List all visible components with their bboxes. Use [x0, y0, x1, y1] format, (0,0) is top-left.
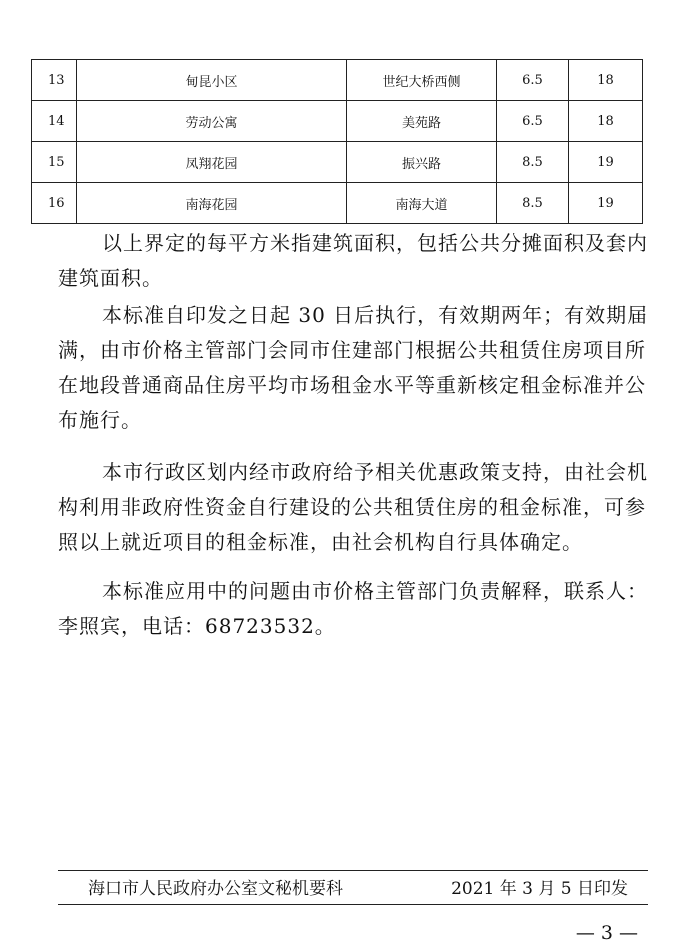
- cell-rent: 19: [569, 142, 643, 183]
- footer-top-rule: [58, 870, 648, 871]
- paragraph-line: 照以上就近项目的租金标准，由社会机构自行具体确定。: [58, 530, 583, 554]
- paragraph-social-institutions: [58, 455, 648, 560]
- cell-rate: 6.5: [497, 60, 569, 101]
- table-row: [32, 183, 643, 224]
- paragraph-line: 李照宾，电话：68723532。: [58, 614, 336, 638]
- cell-rate: 8.5: [497, 183, 569, 224]
- cell-project-name: 甸昆小区: [77, 60, 347, 101]
- paragraph-line: 本标准应用中的问题由市价格主管部门负责解释，联系人：: [102, 579, 648, 603]
- paragraph-line: 以上界定的每平方米指建筑面积，包括公共分摊面积及套内: [102, 231, 648, 255]
- cell-number: 13: [32, 60, 77, 101]
- paragraph-line: 布施行。: [58, 408, 142, 432]
- paragraph-line: 本市行政区划内经市政府给予相关优惠政策支持，由社会机: [102, 460, 648, 484]
- paragraph-line: 构利用非政府性资金自行建设的公共租赁住房的租金标准，可参: [58, 495, 646, 519]
- paragraph-interpretation: [58, 574, 648, 644]
- table-row: [32, 101, 643, 142]
- cell-rent: 19: [569, 183, 643, 224]
- cell-location: 振兴路: [347, 142, 497, 183]
- cell-project-name: 南海花园: [77, 183, 347, 224]
- cell-rate: 8.5: [497, 142, 569, 183]
- cell-project-name: 劳动公寓: [77, 101, 347, 142]
- cell-number: 16: [32, 183, 77, 224]
- page-number: — 3 —: [575, 922, 638, 944]
- rent-standard-table: [31, 59, 643, 224]
- paragraph-line: 建筑面积。: [58, 266, 163, 290]
- footer-bottom-rule: [58, 904, 648, 905]
- issuance-footer: [58, 872, 648, 898]
- issuer-name: 海口市人民政府办公室文秘机要科: [88, 879, 343, 899]
- table-row: [32, 142, 643, 183]
- cell-project-name: 凤翔花园: [77, 142, 347, 183]
- paragraph-line: 本标准自印发之日起 30 日后执行，有效期两年；有效期届: [102, 303, 649, 327]
- paragraph-line: 在地段普通商品住房平均市场租金水平等重新核定租金标准并公: [58, 373, 646, 397]
- paragraph-validity: [58, 298, 648, 438]
- cell-location: 世纪大桥西侧: [347, 60, 497, 101]
- cell-number: 14: [32, 101, 77, 142]
- cell-rate: 6.5: [497, 101, 569, 142]
- paragraph-line: 满，由市价格主管部门会同市住建部门根据公共租赁住房项目所: [58, 338, 646, 362]
- cell-location: 南海大道: [347, 183, 497, 224]
- issue-date: 2021 年 3 月 5 日印发: [451, 879, 628, 899]
- cell-rent: 18: [569, 60, 643, 101]
- paragraph-area-definition: [58, 226, 648, 296]
- cell-rent: 18: [569, 101, 643, 142]
- table-row: [32, 60, 643, 101]
- cell-location: 美苑路: [347, 101, 497, 142]
- cell-number: 15: [32, 142, 77, 183]
